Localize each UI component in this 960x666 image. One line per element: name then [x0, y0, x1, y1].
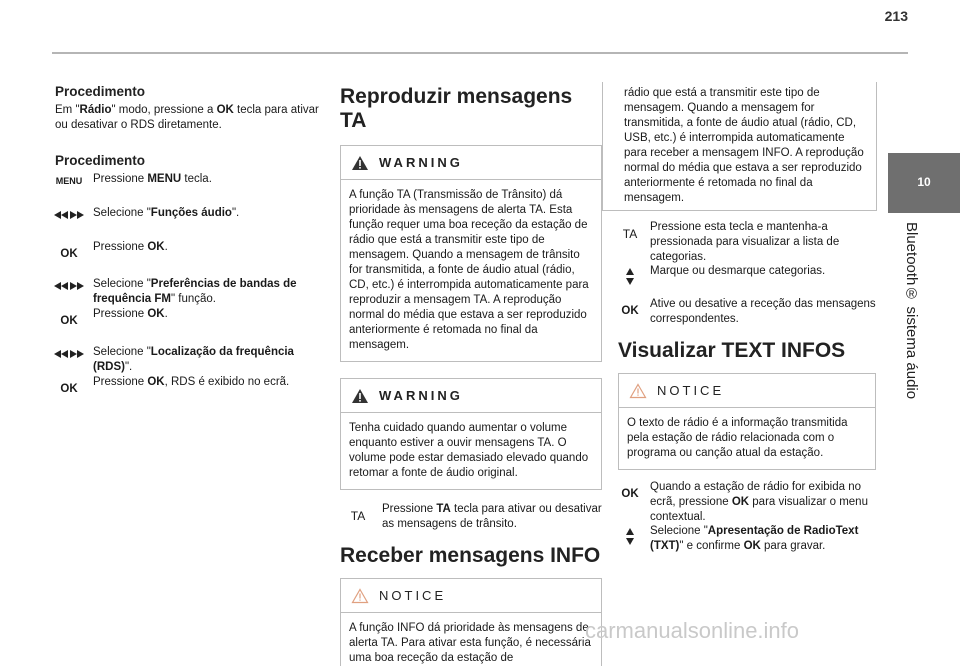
chapter-number: 10	[917, 175, 931, 189]
step-ok-context: OK Quando a estação de rádio for exibida no ecrã, pressione OK para visualizar o menu contextual.	[610, 480, 876, 525]
section-heading: Procedimento	[55, 153, 146, 168]
left-right-arrows-icon	[45, 278, 93, 294]
column-2	[340, 80, 602, 666]
warning-icon	[351, 388, 369, 404]
chapter-title: Bluetooth® sistema áudio	[903, 222, 920, 400]
left-right-arrows-icon	[45, 207, 93, 223]
box-border	[602, 82, 603, 210]
warning-text: A função TA (Transmissão de Trânsito) dá prioridade às mensagens de alerta TA. Esta função requer uma boa receção da estação de rádio que está a transmitir este tipo de mensagem. Quando a mensagem de trânsito for transmitida, a fonte de áudio atual (rádio, CD, etc.) é interrompida automaticamente para reproduzir a mensagem TA. A reprodução normal do média que estava a ser reproduzido anteriormente é retomada no final da mensagem.	[349, 189, 589, 351]
notice-box	[618, 373, 876, 470]
warning-box	[340, 145, 602, 362]
section-heading: Reproduzir mensagens TA	[340, 85, 573, 132]
notice-label: NOTICE	[379, 588, 447, 603]
ok-key-icon: OK	[60, 315, 78, 327]
ok-key-icon: OK	[60, 383, 78, 395]
ta-key-icon: TA	[350, 509, 366, 523]
step-ok: OK Pressione OK.	[45, 307, 320, 329]
section-heading: Receber mensagens INFO	[340, 544, 601, 567]
box-border	[876, 82, 877, 210]
left-right-arrows-icon	[45, 346, 93, 362]
warning-box	[340, 378, 602, 490]
section-heading: Procedimento	[55, 84, 146, 99]
section-heading: Visualizar TEXT INFOS	[618, 339, 846, 362]
column-3	[618, 86, 876, 554]
ok-key-icon: OK	[60, 248, 78, 260]
step-ok: OK Pressione OK, RDS é exibido no ecrã.	[45, 375, 320, 397]
warning-label: WARNING	[379, 388, 463, 403]
up-down-arrows-icon	[610, 525, 650, 547]
up-down-arrows-icon	[610, 265, 650, 287]
notice-icon	[629, 383, 647, 399]
column-1	[55, 80, 320, 397]
notice-box	[340, 578, 602, 666]
step-select-audio: Selecione "Funções áudio".	[45, 206, 320, 223]
step-ta: TA Pressione TA tecla para ativar ou desativar as mensagens de trânsito.	[334, 502, 602, 532]
notice-label: NOTICE	[657, 383, 725, 398]
intro-paragraph: Em "Rádio" modo, pressione a OK tecla para ativar ou desativar o RDS diretamente.	[55, 104, 319, 131]
ta-key-icon: TA	[622, 227, 638, 241]
step-menu: MENU Pressione MENU tecla.	[45, 172, 320, 189]
step-ok: OK Pressione OK.	[45, 240, 320, 262]
warning-label: WARNING	[379, 155, 463, 170]
notice-text: A função INFO dá prioridade às mensagens de alerta TA. Para ativar esta função, é necessária uma boa receção da estação de	[349, 622, 591, 664]
top-rule	[52, 52, 908, 54]
step-select-fm: Selecione "Preferências de bandas de frequência FM" função.	[45, 277, 320, 307]
step-ta-hold: TA Pressione esta tecla e mantenha-a pressionada para visualizar a lista de categorias.	[610, 220, 876, 265]
step-ok-toggle: OK Ative ou desative a receção das mensagens correspondentes.	[610, 297, 876, 327]
step-select-radiotext: Selecione "Apresentação de RadioText (TXT)" e confirme OK para gravar.	[610, 524, 876, 554]
notice-continued-text: rádio que está a transmitir este tipo de mensagem. Quando a mensagem for transmitida, a fonte de áudio atual (rádio, CD, USB, etc.) é interrompida automaticamente para receber a mensagem INFO. A reprodução normal do média que estava a ser reproduzido anteriormente é retomada no final da mensagem.	[624, 87, 864, 204]
step-categories: Marque ou desmarque categorias.	[610, 264, 876, 287]
ok-key-icon: OK	[621, 305, 639, 317]
step-select-rds: Selecione "Localização da frequência (RDS)".	[45, 345, 320, 375]
notice-icon	[351, 588, 369, 604]
menu-key-icon: MENU	[55, 176, 83, 186]
watermark: carmanualsonline.info	[585, 618, 800, 643]
ok-key-icon: OK	[621, 488, 639, 500]
notice-text: O texto de rádio é a informação transmitida pela estação de rádio relacionada com o programa ou canção atual da estação.	[627, 417, 848, 459]
warning-text: Tenha cuidado quando aumentar o volume enquanto estiver a ouvir mensagens TA. O volume pode estar demasiado elevado quando retomar a fonte de áudio original.	[349, 422, 589, 479]
warning-icon	[351, 155, 369, 171]
page-number: 213	[884, 8, 908, 24]
